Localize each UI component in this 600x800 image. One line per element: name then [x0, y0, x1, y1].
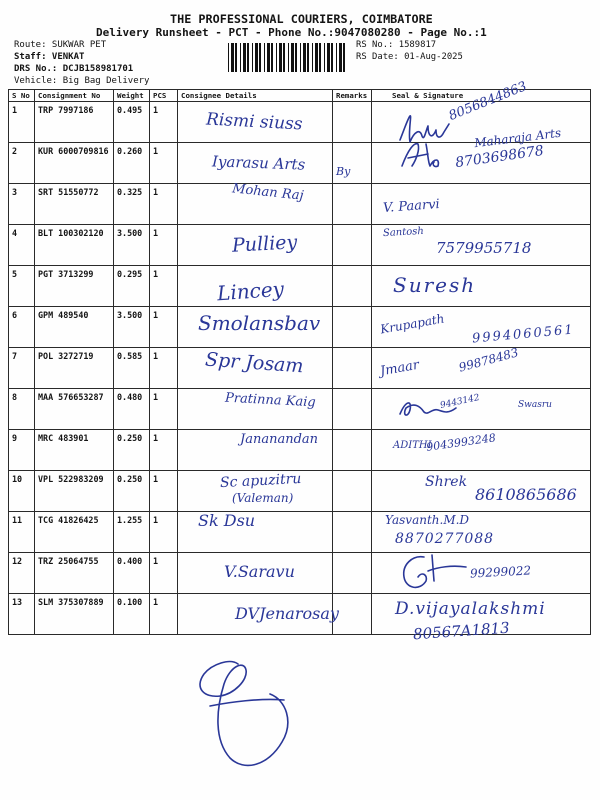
rs-number: RS No.: 1589817 [356, 40, 437, 50]
barcode-bar [247, 43, 249, 72]
cell-pcs: 1 [150, 430, 178, 471]
col-header-consignee: Consignee Details [178, 90, 333, 102]
cell-pcs: 1 [150, 307, 178, 348]
cell-sno: 9 [9, 430, 35, 471]
table-row [9, 266, 591, 307]
cell-consignment: KUR 6000709816 [35, 143, 114, 184]
col-header-consignment: Consignment No [35, 90, 114, 102]
barcode-bar [276, 43, 277, 72]
cell-remarks [333, 553, 372, 594]
signature-handwriting: Jmaar [378, 357, 421, 380]
cell-weight: 0.585 [114, 348, 150, 389]
cell-pcs: 1 [150, 225, 178, 266]
consignee-handwriting: Smolansbav [198, 311, 321, 335]
barcode-bar [279, 43, 282, 72]
cell-weight: 0.295 [114, 266, 150, 307]
consignee-handwriting: Jananandan [240, 432, 319, 447]
cell-weight: 0.480 [114, 389, 150, 430]
signature-handwriting: Suresh [393, 273, 477, 297]
signature-handwriting: Santosh [382, 225, 425, 240]
barcode-bar [307, 43, 309, 72]
cell-pcs: 1 [150, 348, 178, 389]
cell-weight: 1.255 [114, 512, 150, 553]
cell-remarks [333, 348, 372, 389]
col-header-sno: S No [9, 90, 35, 102]
signature-handwriting: Yasvanth.M.D [385, 513, 470, 527]
barcode-bar [312, 43, 313, 72]
barcode-bar [271, 43, 273, 72]
signature-note: Swasru [518, 400, 552, 410]
cell-consignment: POL 3272719 [35, 348, 114, 389]
consignee-handwriting: Sc apuzitru [219, 470, 302, 492]
signature-scribble [398, 140, 444, 170]
consignee-handwriting: V.Saravu [224, 562, 295, 581]
cell-sno: 8 [9, 389, 35, 430]
signature-phone: 8056844863 [446, 79, 530, 124]
barcode-bar [303, 43, 306, 72]
col-header-signature: Seal & Signature [372, 90, 591, 102]
cell-consignment: GPM 489540 [35, 307, 114, 348]
barcode-bar [231, 43, 234, 72]
barcode-bar [255, 43, 258, 72]
rs-date: RS Date: 01-Aug-2025 [356, 52, 463, 62]
table-row [9, 512, 591, 553]
consignee-handwriting: Pratinna Kaig [224, 390, 317, 411]
cell-remarks [333, 307, 372, 348]
consignee-handwriting: Sk Dsu [198, 511, 256, 530]
cell-sno: 10 [9, 471, 35, 512]
cell-weight: 0.260 [114, 143, 150, 184]
cell-consignment: TCG 41826425 [35, 512, 114, 553]
signature-phone: 9043993248 [425, 431, 497, 454]
consignee-handwriting: Rismi siuss [205, 109, 303, 135]
cell-remarks [333, 512, 372, 553]
cell-sno: 13 [9, 594, 35, 635]
cell-sno: 11 [9, 512, 35, 553]
barcode-bar [295, 43, 297, 72]
cell-consignment: MRC 483901 [35, 430, 114, 471]
cell-remarks [333, 225, 372, 266]
cell-weight: 0.100 [114, 594, 150, 635]
cell-consignment: SLM 375307889 [35, 594, 114, 635]
cell-pcs: 1 [150, 266, 178, 307]
cell-pcs: 1 [150, 471, 178, 512]
cell-weight: 0.400 [114, 553, 150, 594]
signature-phone: 8703698678 [454, 142, 545, 172]
signature-handwriting: D.vijayalakshmi [395, 599, 546, 619]
cell-pcs: 1 [150, 512, 178, 553]
cell-weight: 3.500 [114, 307, 150, 348]
signature-handwriting: Krupapath [379, 311, 446, 337]
barcode-bar [300, 43, 301, 72]
consignee-note: (Valeman) [232, 491, 294, 505]
barcode-bar [315, 43, 318, 72]
cell-remarks [333, 266, 372, 307]
cell-consignment: TRZ 25064755 [35, 553, 114, 594]
cell-sno: 4 [9, 225, 35, 266]
cell-consignment: TRP 7997186 [35, 102, 114, 143]
barcode-bar [339, 43, 342, 72]
cell-remarks [333, 430, 372, 471]
signature-phone: 8870277088 [395, 531, 495, 547]
cell-consignment: MAA 576653287 [35, 389, 114, 430]
cell-remarks [333, 471, 372, 512]
barcode-bar [336, 43, 337, 72]
barcode [228, 43, 350, 72]
cell-sno: 7 [9, 348, 35, 389]
staff-info: Staff: VENKAT [14, 52, 85, 62]
col-header-remarks: Remarks [333, 90, 372, 102]
barcode-bar [343, 43, 345, 72]
cell-sno: 1 [9, 102, 35, 143]
route-info: Route: SUKWAR PET [14, 40, 107, 50]
signature-handwriting: ADITHI [393, 440, 432, 451]
col-header-weight: Weight [114, 90, 150, 102]
consignee-handwriting: DVJenarosay [235, 604, 339, 623]
signature-handwriting: V. Paarvi [382, 197, 441, 216]
signature-phone: 80567A1813 [412, 618, 511, 644]
barcode-bar [324, 43, 325, 72]
consignee-handwriting: Spr Josam [204, 348, 305, 378]
cell-weight: 0.250 [114, 471, 150, 512]
cell-sno: 3 [9, 184, 35, 225]
cell-remarks [333, 389, 372, 430]
cell-pcs: 1 [150, 553, 178, 594]
cell-consignment: VPL 522983209 [35, 471, 114, 512]
cell-consignment: PGT 3713299 [35, 266, 114, 307]
company-title: THE PROFESSIONAL COURIERS, COIMBATORE [170, 12, 433, 26]
vehicle-info: Vehicle: Big Bag Delivery [14, 76, 150, 86]
barcode-bar [331, 43, 333, 72]
barcode-bar [288, 43, 289, 72]
signature-note: Maharaja Arts [473, 125, 562, 151]
barcode-bar [267, 43, 270, 72]
signature-phone: 8610865686 [475, 485, 577, 504]
consignee-handwriting: Lincey [216, 276, 285, 306]
cell-weight: 3.500 [114, 225, 150, 266]
signature-phone: 99878483 [457, 345, 520, 375]
barcode-bar [291, 43, 294, 72]
signature-phone: 7579955718 [436, 239, 532, 257]
cell-weight: 0.250 [114, 430, 150, 471]
signature-phone: 99299022 [469, 563, 532, 581]
barcode-bar [283, 43, 285, 72]
cell-pcs: 1 [150, 143, 178, 184]
drs-number: DRS No.: DCJB158981701 [14, 64, 134, 74]
barcode-bar [259, 43, 261, 72]
signature-scribble [398, 551, 468, 593]
cell-pcs: 1 [150, 389, 178, 430]
barcode-bar [240, 43, 241, 72]
consignee-handwriting: Pulliey [231, 231, 298, 257]
cell-consignment: SRT 51550772 [35, 184, 114, 225]
cell-pcs: 1 [150, 594, 178, 635]
barcode-bar [319, 43, 321, 72]
signature-phone: 9994060561 [471, 322, 576, 347]
barcode-bar [228, 43, 229, 72]
cell-remarks [333, 102, 372, 143]
cell-remarks [333, 184, 372, 225]
runsheet-subtitle: Delivery Runsheet - PCT - Phone No.:9047080280 - Page No.:1 [96, 26, 487, 39]
barcode-bar [264, 43, 265, 72]
staff-signature [190, 650, 300, 775]
col-header-pcs: PCS [150, 90, 178, 102]
signature-phone: 9443142 [439, 392, 481, 412]
barcode-bar [252, 43, 253, 72]
cell-consignment: BLT 100302120 [35, 225, 114, 266]
cell-weight: 0.495 [114, 102, 150, 143]
barcode-bar [235, 43, 237, 72]
consignee-note: By [336, 165, 351, 178]
cell-pcs: 1 [150, 184, 178, 225]
cell-sno: 12 [9, 553, 35, 594]
signature-handwriting: Shrek [425, 474, 468, 490]
cell-sno: 5 [9, 266, 35, 307]
cell-sno: 2 [9, 143, 35, 184]
barcode-bar [327, 43, 330, 72]
cell-pcs: 1 [150, 102, 178, 143]
consignee-handwriting: Mohan Raj [231, 181, 305, 204]
cell-sno: 6 [9, 307, 35, 348]
consignee-handwriting: Iyarasu Arts [211, 152, 306, 174]
cell-weight: 0.325 [114, 184, 150, 225]
barcode-bar [243, 43, 246, 72]
